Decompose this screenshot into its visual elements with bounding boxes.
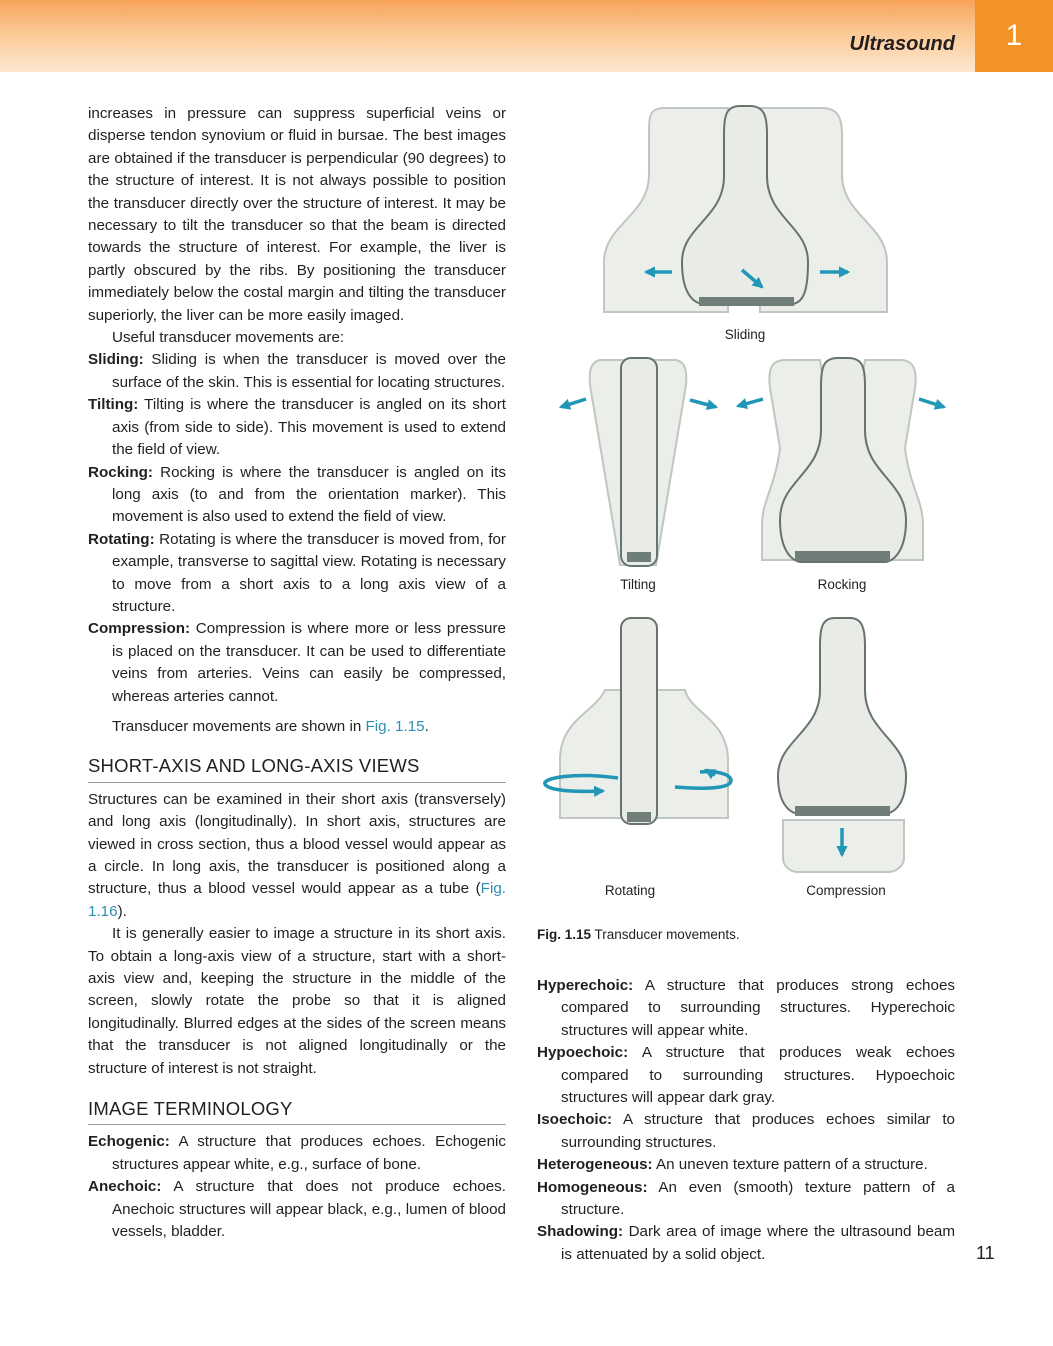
term-homogeneous	[537, 1177, 955, 1222]
term-text: Rocking is where the transducer is angled on its long axis (to and from the orientation marker). This movement is also used to extend the field of view.	[112, 463, 506, 526]
term-label: Isoechoic:	[537, 1111, 613, 1129]
term-text: A structure that produces strong echoes compared to surrounding structures. Hyperechoic structures will appear white.	[561, 977, 955, 1039]
label-sliding: Sliding	[724, 327, 766, 342]
fig-ref-text: Transducer movements are shown in	[112, 717, 366, 735]
term-label: Sliding:	[88, 351, 144, 369]
rotating-probe-center	[621, 618, 657, 824]
term-text: Rotating is where the transducer is moved from, for example, transverse to sagittal view. Rotating is necessary to move from a short axis to a long axis view of a structure.	[112, 530, 506, 615]
caption-number: Fig. 1.15	[537, 927, 592, 942]
movements-lead: Useful transducer movements are:	[112, 329, 345, 347]
term-text: A structure that produces echoes similar to surrounding structures.	[561, 1111, 955, 1151]
fig-ref-end: .	[424, 717, 429, 735]
rocking-right-arrow	[919, 399, 944, 407]
caption-text: Transducer movements.	[591, 927, 740, 942]
rocking-left-arrow	[738, 399, 763, 406]
chapter-number: 1	[1005, 19, 1023, 52]
term-label: Heterogeneous:	[537, 1156, 653, 1174]
running-head: Ultrasound	[849, 33, 955, 55]
term-label: Compression:	[88, 620, 191, 638]
term-label: Shadowing:	[537, 1223, 624, 1241]
section-heading-short-long-axis: SHORT-AXIS AND LONG-AXIS VIEWS	[88, 755, 506, 782]
intro-paragraph: increases in pressure can suppress superficial veins or disperse tendon synovium or fluid in bursae. The best images are obtained if the transducer is perpendicular (90 degrees) to the structure of interest. It is not always possible to position the transducer directly over the structure of interest. It may be necessary to tilt the transducer so that the beam is directed towards the structure of interest. For example, the liver is partly obscured by the ribs. By positioning the transducer immediately below the costal margin and tilting the transducer superiorly, the liver can be more easily imaged.	[88, 105, 506, 324]
paragraph-end: ).	[117, 902, 127, 920]
term-hypoechoic	[537, 1042, 955, 1109]
label-rotating: Rotating	[604, 883, 656, 898]
short-long-axis-paragraph-2: It is generally easier to image a structure in its short axis. To obtain a long-axis view of a structure, start with a short-axis view and, keeping the structure in the middle of the screen, slowly rotate the probe so that it is aligned longitudinally. Blurred edges at the sides of the screen means that the transducer is not aligned longitudinally or the structure of interest is not straight.	[88, 925, 506, 1077]
label-tilting: Tilting	[620, 577, 656, 592]
term-heterogeneous	[537, 1154, 955, 1176]
tilting-left-arrow	[561, 399, 586, 407]
fig-1-16-link[interactable]: Fig. 1.16	[88, 880, 506, 920]
term-text: Sliding is when the transducer is moved over the surface of the skin. This is essential for locating structures.	[112, 351, 506, 391]
term-label: Hypoechoic:	[537, 1044, 629, 1062]
term-label: Tilting:	[88, 396, 139, 414]
term-label: Hyperechoic:	[537, 977, 634, 994]
tilting-right-arrow	[690, 400, 716, 407]
fig-1-15-link[interactable]: Fig. 1.15	[365, 717, 425, 735]
term-shadowing	[537, 1221, 955, 1266]
term-hyperechoic	[537, 975, 955, 1042]
term-text: An uneven texture pattern of a structure.	[652, 1156, 928, 1174]
term-label: Rocking:	[88, 463, 153, 481]
figure-caption	[537, 927, 740, 942]
label-rocking: Rocking	[817, 577, 867, 592]
term-text: A structure that does not produce echoes. Anechoic structures will appear black, e.g., lumen of blood vessels, bladder.	[112, 1178, 506, 1241]
term-label: Rotating:	[88, 530, 155, 548]
tilting-probe-center	[621, 358, 657, 566]
term-text: Dark area of image where the ultrasound beam is attenuated by a solid object.	[561, 1223, 955, 1263]
right-column	[537, 975, 955, 1266]
term-label: Homogeneous:	[537, 1178, 648, 1196]
paragraph-text: Structures can be examined in their short axis (transversely) and long axis (longitudinally). In short axis, structures are viewed in cross section, thus a blood vessel would appear as a circle. In long axis, the transducer is positioned along a structure, thus a blood vessel would appear as a tube (	[88, 790, 506, 898]
term-label: Anechoic:	[88, 1178, 162, 1196]
term-text: A structure that produces weak echoes compared to surrounding structures. Hypoechoic structures will appear dark gray.	[561, 1044, 955, 1107]
term-text: A structure that produces echoes. Echogenic structures appear white, e.g., surface of bone.	[112, 1133, 506, 1173]
term-text: Compression is where more or less pressure is placed on the transducer. It can be used to differentiate veins from arteries. Veins can easily be compressed, whereas arteries cannot.	[112, 620, 506, 705]
compression-probe	[778, 618, 906, 816]
page-number: 11	[976, 1243, 995, 1263]
term-isoechoic	[537, 1109, 955, 1154]
section-heading-image-terminology: IMAGE TERMINOLOGY	[88, 1098, 506, 1125]
term-text: Tilting is where the transducer is angled on its short axis (from side to side). This movement is used to extend the field of view.	[112, 396, 506, 459]
term-text: An even (smooth) texture pattern of a structure.	[561, 1178, 955, 1219]
label-compression: Compression	[806, 883, 886, 898]
term-label: Echogenic:	[88, 1133, 170, 1151]
